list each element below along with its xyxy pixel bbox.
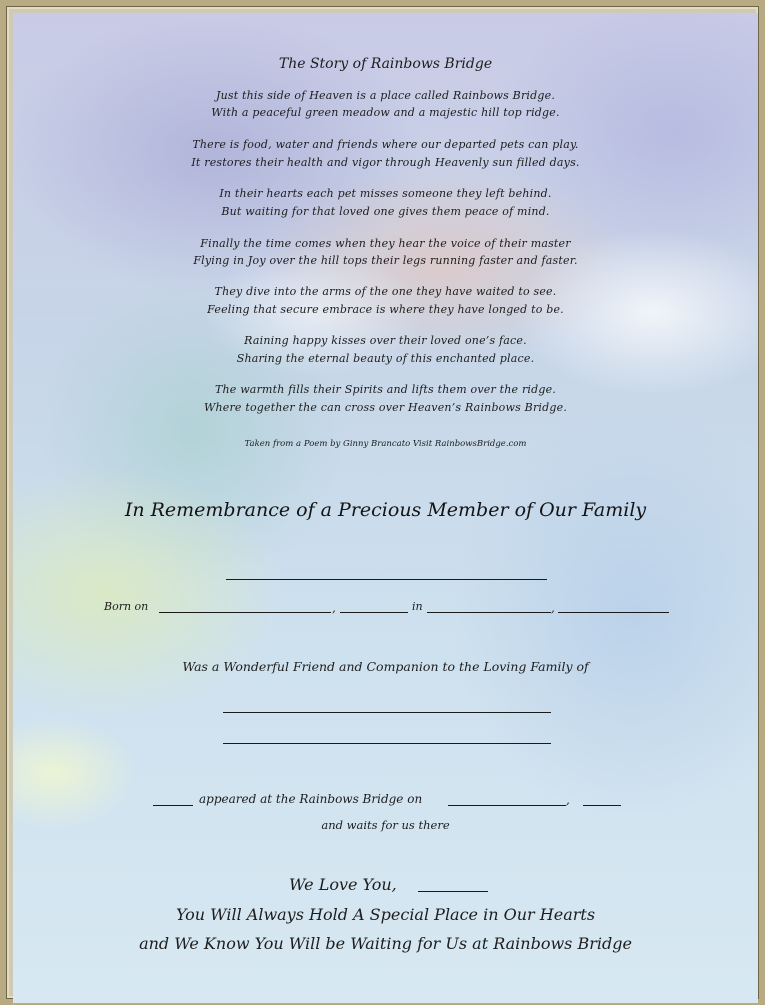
love-name-blank[interactable] — [418, 891, 488, 892]
poem-line: Feeling that secure embrace is where they have longed to be. — [207, 303, 564, 316]
pet-name-blank[interactable] — [226, 579, 547, 580]
poem-line: Where together the can cross over Heaven’s Rainbows Bridge. — [203, 401, 568, 414]
birth-state-blank[interactable] — [558, 612, 669, 613]
comma: , — [332, 601, 336, 615]
family-name-blank-1[interactable] — [223, 712, 551, 713]
love-line: We Love You, — [289, 875, 397, 894]
poem-line: They dive into the arms of the one they have waited to see. — [214, 285, 557, 298]
waits-line: and waits for us there — [321, 818, 450, 832]
poem-line: The warmth fills their Spirits and lifts them over the ridge. — [214, 383, 557, 396]
poem-line: It restores their health and vigor through Heavenly sun filled days. — [191, 156, 580, 169]
poem-title: The Story of Rainbows Bridge — [278, 56, 493, 72]
poem-credit: Taken from a Poem by Ginny Brancato Visit RainbowsBridge.com — [244, 439, 527, 449]
birth-city-blank[interactable] — [427, 612, 551, 613]
family-name-blank-2[interactable] — [223, 743, 551, 744]
poem-line: Raining happy kisses over their loved one’s face. — [244, 334, 527, 347]
poem-line: In their hearts each pet misses someone they left behind. — [219, 187, 552, 200]
remembrance-heading: In Remembrance of a Precious Member of Our Family — [124, 499, 647, 521]
closing-line: You Will Always Hold A Special Place in Our Hearts — [175, 905, 596, 924]
in-label: in — [412, 600, 423, 613]
passing-date-blank[interactable] — [448, 805, 566, 806]
pet-name-short-blank[interactable] — [153, 805, 193, 806]
companion-line: Was a Wonderful Friend and Companion to the Loving Family of — [182, 659, 589, 674]
poem-line: Flying in Joy over the hill tops their legs running faster and faster. — [193, 254, 578, 267]
born-on-label: Born on — [104, 600, 149, 613]
passing-year-blank[interactable] — [583, 805, 621, 806]
appeared-label: appeared at the Rainbows Bridge on — [199, 792, 423, 806]
poem-line: Sharing the eternal beauty of this enchanted place. — [236, 352, 535, 365]
comma: , — [551, 601, 555, 615]
poem-line: Finally the time comes when they hear the voice of their master — [200, 237, 571, 250]
poem-line: There is food, water and friends where our departed pets can play. — [192, 138, 579, 151]
birth-year-blank[interactable] — [340, 612, 408, 613]
rainbow-background — [13, 13, 758, 1003]
closing-line: and We Know You Will be Waiting for Us at Rainbows Bridge — [139, 934, 632, 953]
comma: , — [566, 793, 570, 807]
poem-line: But waiting for that loved one gives them peace of mind. — [221, 205, 550, 218]
poem-line: With a peaceful green meadow and a majestic hill top ridge. — [211, 106, 560, 119]
poem-line: Just this side of Heaven is a place called Rainbows Bridge. — [215, 89, 556, 102]
birth-date-blank[interactable] — [159, 612, 331, 613]
